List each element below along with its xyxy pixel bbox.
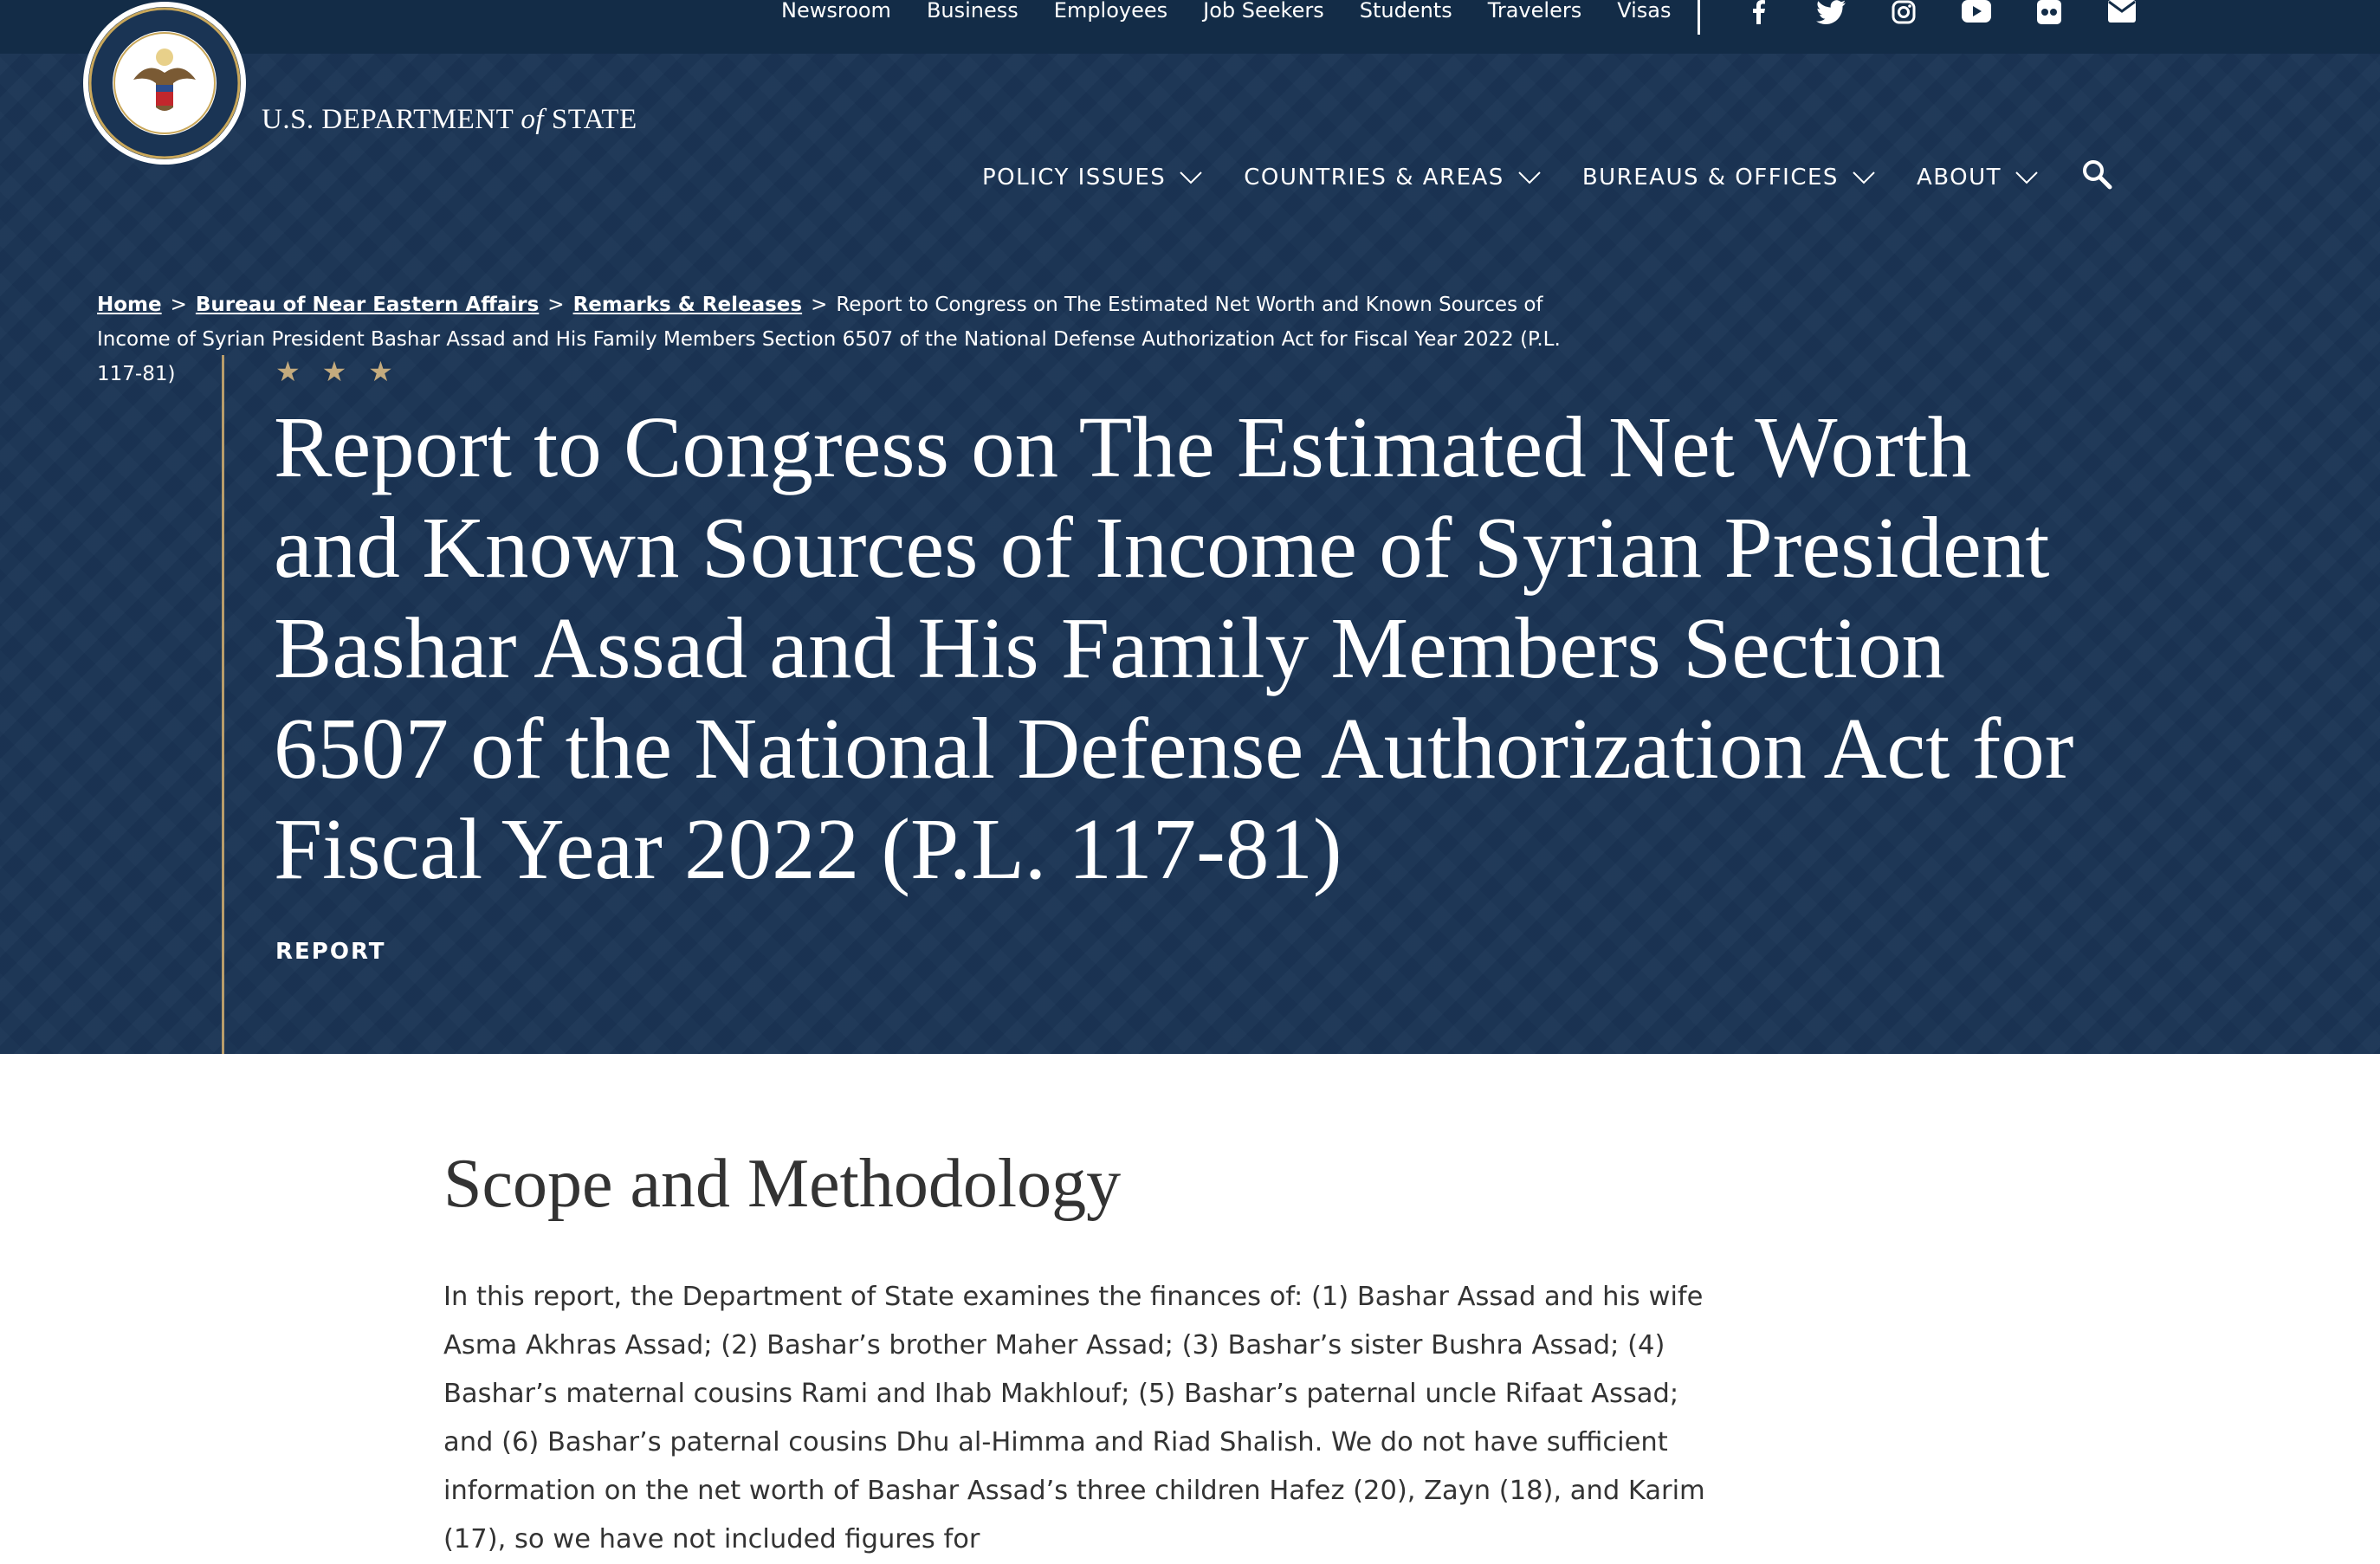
nav-countries-areas[interactable] [1244, 165, 1541, 191]
utility-link-students[interactable]: Students [1359, 0, 1452, 23]
breadcrumb-separator: > [811, 294, 828, 316]
social-icons [1732, 0, 2169, 26]
main-nav [982, 165, 2079, 191]
instagram-icon[interactable] [1878, 0, 1930, 26]
body-paragraph: In this report, the Department of State examines the finances of: (1) Bashar Assad and his wife Asma Akhras Assad; (2) Bashar’s brother Maher Assad; (3) Bashar’s sister Bushra Assad; (4) Bashar’s maternal cousins Rami and Ihab Makhlouf; (5) Bashar’s paternal uncle Rifaat Assad; and (6) Bashar’s paternal cousins Dhu al-Himma and Riad Shalish. We do not have sufficient information on the net worth of Bashar Assad’s three children Hafez (20), Zayn (18), and Karim (17), so we have not included figures for [443, 1282, 1705, 1554]
breadcrumb-separator: > [170, 294, 187, 316]
utility-bar [0, 0, 2380, 54]
utility-link-travelers[interactable]: Travelers [1487, 0, 1582, 23]
breadcrumb-home[interactable]: Home [97, 294, 162, 316]
search-button[interactable] [2082, 159, 2112, 193]
utility-link-business[interactable]: Business [926, 0, 1019, 23]
nav-label: POLICY ISSUES [982, 165, 1167, 191]
page-title: Report to Congress on The Estimated Net Worth and Known Sources of Income of Syrian President Bashar Assad and His Family Members Section 6507 of the National Defense Authorization Act for Fiscal Year 2022 (P.L. 117-81) [274, 398, 2074, 897]
youtube-icon[interactable] [1950, 0, 2002, 26]
utility-link-visas[interactable]: Visas [1617, 0, 1672, 23]
chevron-down-icon [1518, 171, 1541, 184]
breadcrumb-remarks[interactable]: Remarks & Releases [572, 294, 803, 316]
facebook-icon[interactable] [1732, 0, 1784, 26]
search-icon [2082, 159, 2112, 189]
chevron-down-icon [1180, 171, 1202, 184]
utility-nav [781, 0, 1706, 26]
stars-icon: ★ ★ ★ [275, 356, 400, 387]
utility-link-job-seekers[interactable]: Job Seekers [1203, 0, 1324, 23]
utility-link-newsroom[interactable]: Newsroom [781, 0, 891, 23]
content-type-label: REPORT [275, 939, 386, 965]
email-icon[interactable] [2096, 0, 2148, 26]
nav-label: BUREAUS & OFFICES [1581, 165, 1839, 191]
chevron-down-icon [1853, 171, 1875, 184]
site-title-post: STATE [544, 104, 637, 135]
breadcrumb-separator: > [547, 294, 565, 316]
nav-label: COUNTRIES & AREAS [1244, 165, 1504, 191]
flickr-icon[interactable] [2023, 0, 2075, 26]
nav-about[interactable] [1917, 165, 2038, 191]
breadcrumb-bureau[interactable]: Bureau of Near Eastern Affairs [195, 294, 540, 316]
section-heading: Scope and Methodology [443, 1146, 1122, 1222]
site-title[interactable] [262, 104, 637, 136]
twitter-icon[interactable] [1805, 0, 1857, 26]
department-seal-logo[interactable] [81, 0, 248, 166]
gold-accent-rule [222, 355, 224, 1054]
site-title-pre: U.S. DEPARTMENT [262, 104, 521, 135]
site-title-of: of [521, 104, 545, 135]
utility-link-employees[interactable]: Employees [1053, 0, 1168, 23]
breadcrumb-current: Report to Congress on The Estimated Net Worth and Known Sources of Income of Syrian President Bashar Assad and His Family Members Section 6507 of the National Defense Authorization Act for Fiscal Year 2022 (P.L. 117-81) [97, 294, 1561, 385]
utility-divider [1698, 0, 1700, 35]
chevron-down-icon [2015, 171, 2038, 184]
nav-policy-issues[interactable] [982, 165, 1202, 191]
nav-bureaus-offices[interactable] [1582, 165, 1875, 191]
nav-label: ABOUT [1916, 165, 2002, 191]
